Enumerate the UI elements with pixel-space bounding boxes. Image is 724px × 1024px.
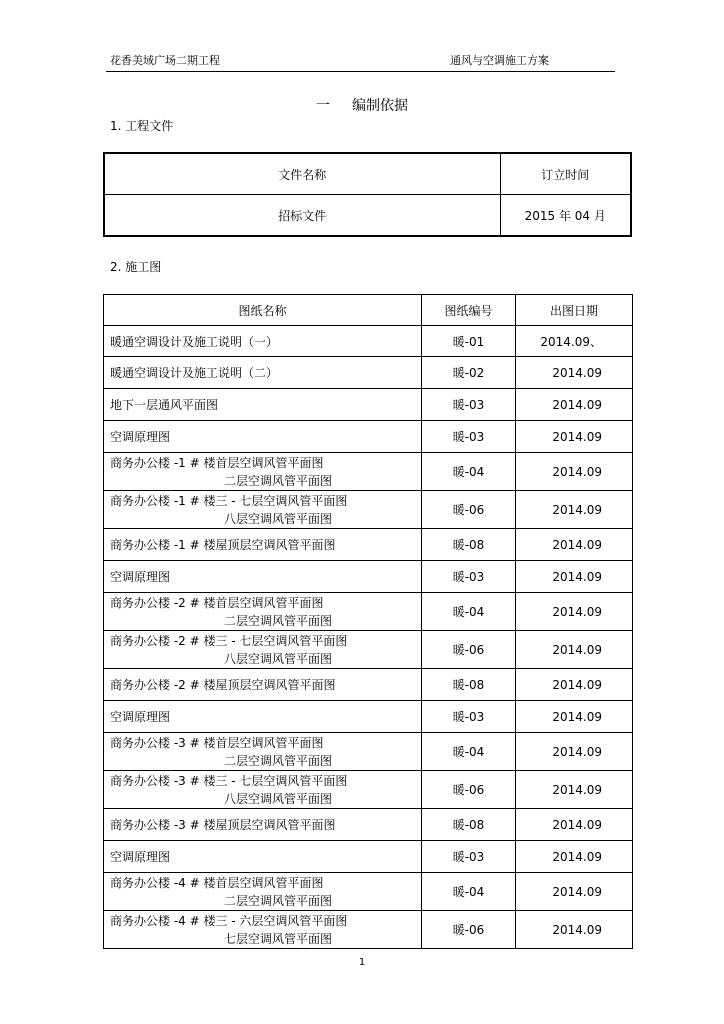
issue-date-cell: 2014.09 (516, 529, 633, 561)
drawing-number-cell: 暖-01 (422, 326, 516, 357)
drawing-name-line: 空调原理图 (110, 710, 171, 724)
section-engineering-documents: 1. 工程文件 (110, 119, 174, 133)
issue-date-cell: 2014.09 (516, 733, 633, 771)
drawing-name-line: 商务办公楼 -2 # 楼屋顶层空调风管平面图 (110, 678, 336, 692)
column-header-file-name: 文件名称 (104, 153, 500, 195)
drawings-table (103, 294, 633, 949)
drawing-name-cell (104, 561, 422, 593)
table-row (104, 326, 633, 357)
drawing-name-line: 空调原理图 (110, 570, 171, 584)
drawing-name-cell (104, 389, 422, 421)
drawing-number-cell: 暖-08 (422, 809, 516, 841)
issue-date-cell: 2014.09 (516, 631, 633, 669)
drawing-name-cell (104, 669, 422, 701)
drawing-name-line: 商务办公楼 -3 # 楼首层空调风管平面图 (110, 735, 324, 750)
table-row (104, 873, 633, 911)
page-title (0, 95, 724, 115)
drawing-number-cell: 暖-06 (422, 491, 516, 529)
issue-date-cell: 2014.09 (516, 453, 633, 491)
drawing-name-line-2: 二层空调风管平面图 (224, 893, 333, 908)
drawing-name-cell (104, 453, 422, 491)
drawing-name-line: 空调原理图 (110, 850, 171, 864)
file-name-cell: 招标文件 (104, 195, 500, 237)
drawings-table-header-row (104, 295, 633, 326)
issue-date-cell: 2014.09 (516, 873, 633, 911)
documents-table-header-row (104, 153, 631, 195)
drawing-name-cell (104, 733, 422, 771)
issue-date-cell: 2014.09 (516, 389, 633, 421)
header-rule (106, 71, 615, 72)
drawing-number-cell: 暖-02 (422, 357, 516, 389)
drawing-name-line: 商务办公楼 -1 # 楼屋顶层空调风管平面图 (110, 538, 336, 552)
table-row (104, 809, 633, 841)
drawing-number-cell: 暖-04 (422, 873, 516, 911)
drawing-name-line: 商务办公楼 -4 # 楼首层空调风管平面图 (110, 875, 324, 890)
section-construction-drawings: 2. 施工图 (110, 260, 162, 274)
issue-date-cell: 2014.09、 (516, 326, 633, 357)
drawing-name-cell (104, 491, 422, 529)
column-header-drawing-number: 图纸编号 (422, 295, 516, 326)
table-row (104, 733, 633, 771)
page-number: 1 (358, 957, 366, 968)
drawing-name-cell (104, 911, 422, 949)
drawing-name-line: 商务办公楼 -4 # 楼三 - 六层空调风管平面图 (110, 913, 348, 928)
title-text: 编制依据 (352, 98, 408, 114)
drawing-number-cell: 暖-03 (422, 561, 516, 593)
drawing-name-line-2: 二层空调风管平面图 (224, 753, 333, 768)
drawing-name-line: 暖通空调设计及施工说明（二） (110, 366, 279, 380)
issue-date-cell: 2014.09 (516, 669, 633, 701)
drawing-name-line: 暖通空调设计及施工说明（一） (110, 334, 279, 349)
table-row (104, 841, 633, 873)
drawing-name-cell (104, 809, 422, 841)
column-header-issue-date: 出图日期 (516, 295, 633, 326)
drawing-number-cell: 暖-04 (422, 733, 516, 771)
drawing-name-line-2: 二层空调风管平面图 (224, 613, 333, 628)
drawing-number-cell: 暖-03 (422, 701, 516, 733)
drawing-name-line: 商务办公楼 -1 # 楼首层空调风管平面图 (110, 455, 324, 470)
issue-date-cell: 2014.09 (516, 357, 633, 389)
table-row (104, 421, 633, 453)
table-row (104, 911, 633, 949)
drawing-number-cell: 暖-04 (422, 453, 516, 491)
table-row (104, 529, 633, 561)
drawing-number-cell: 暖-06 (422, 911, 516, 949)
signed-date-cell: 2015 年 04 月 (500, 195, 631, 237)
drawing-name-line-2: 八层空调风管平面图 (224, 791, 333, 806)
drawing-name-line-2: 七层空调风管平面图 (224, 931, 333, 946)
table-row (104, 389, 633, 421)
drawing-name-cell (104, 771, 422, 809)
issue-date-cell: 2014.09 (516, 593, 633, 631)
drawing-name-cell (104, 529, 422, 561)
drawing-number-cell: 暖-03 (422, 421, 516, 453)
drawing-name-cell (104, 593, 422, 631)
issue-date-cell: 2014.09 (516, 421, 633, 453)
table-row (104, 669, 633, 701)
drawing-number-cell: 暖-04 (422, 593, 516, 631)
drawing-name-line: 商务办公楼 -3 # 楼屋顶层空调风管平面图 (110, 818, 336, 832)
table-row (104, 453, 633, 491)
drawing-number-cell: 暖-06 (422, 771, 516, 809)
title-numeral: 一 (316, 98, 330, 114)
drawing-name-line-2: 二层空调风管平面图 (224, 473, 333, 488)
drawing-number-cell: 暖-03 (422, 389, 516, 421)
drawing-number-cell: 暖-08 (422, 529, 516, 561)
column-header-drawing-name: 图纸名称 (104, 295, 422, 326)
drawing-name-line: 商务办公楼 -3 # 楼三 - 七层空调风管平面图 (110, 773, 348, 788)
issue-date-cell: 2014.09 (516, 771, 633, 809)
drawing-name-line-2: 八层空调风管平面图 (224, 511, 333, 526)
table-row (104, 771, 633, 809)
drawing-name-cell (104, 357, 422, 389)
table-row (104, 491, 633, 529)
issue-date-cell: 2014.09 (516, 701, 633, 733)
table-row (104, 701, 633, 733)
column-header-signed-date: 订立时间 (500, 153, 631, 195)
drawing-name-cell (104, 631, 422, 669)
issue-date-cell: 2014.09 (516, 841, 633, 873)
drawing-number-cell: 暖-03 (422, 841, 516, 873)
drawing-number-cell: 暖-08 (422, 669, 516, 701)
documents-table (103, 152, 632, 237)
issue-date-cell: 2014.09 (516, 491, 633, 529)
drawing-name-cell (104, 873, 422, 911)
drawing-name-line-2: 八层空调风管平面图 (224, 651, 333, 666)
header-project-name: 花香美域广场二期工程 (110, 54, 220, 67)
drawing-name-cell (104, 841, 422, 873)
drawing-name-line: 空调原理图 (110, 430, 171, 444)
issue-date-cell: 2014.09 (516, 911, 633, 949)
drawing-name-cell (104, 421, 422, 453)
issue-date-cell: 2014.09 (516, 809, 633, 841)
drawing-name-cell (104, 326, 422, 357)
table-row (104, 357, 633, 389)
drawing-name-line: 地下一层通风平面图 (110, 398, 219, 412)
drawing-name-cell (104, 701, 422, 733)
issue-date-cell: 2014.09 (516, 561, 633, 593)
drawing-name-line: 商务办公楼 -2 # 楼首层空调风管平面图 (110, 595, 324, 610)
table-row (104, 561, 633, 593)
table-row (104, 593, 633, 631)
header-document-title: 通风与空调施工方案 (450, 54, 549, 67)
drawing-name-line: 商务办公楼 -2 # 楼三 - 七层空调风管平面图 (110, 633, 348, 648)
drawing-name-line: 商务办公楼 -1 # 楼三 - 七层空调风管平面图 (110, 493, 348, 508)
table-row (104, 195, 631, 237)
table-row (104, 631, 633, 669)
drawing-number-cell: 暖-06 (422, 631, 516, 669)
